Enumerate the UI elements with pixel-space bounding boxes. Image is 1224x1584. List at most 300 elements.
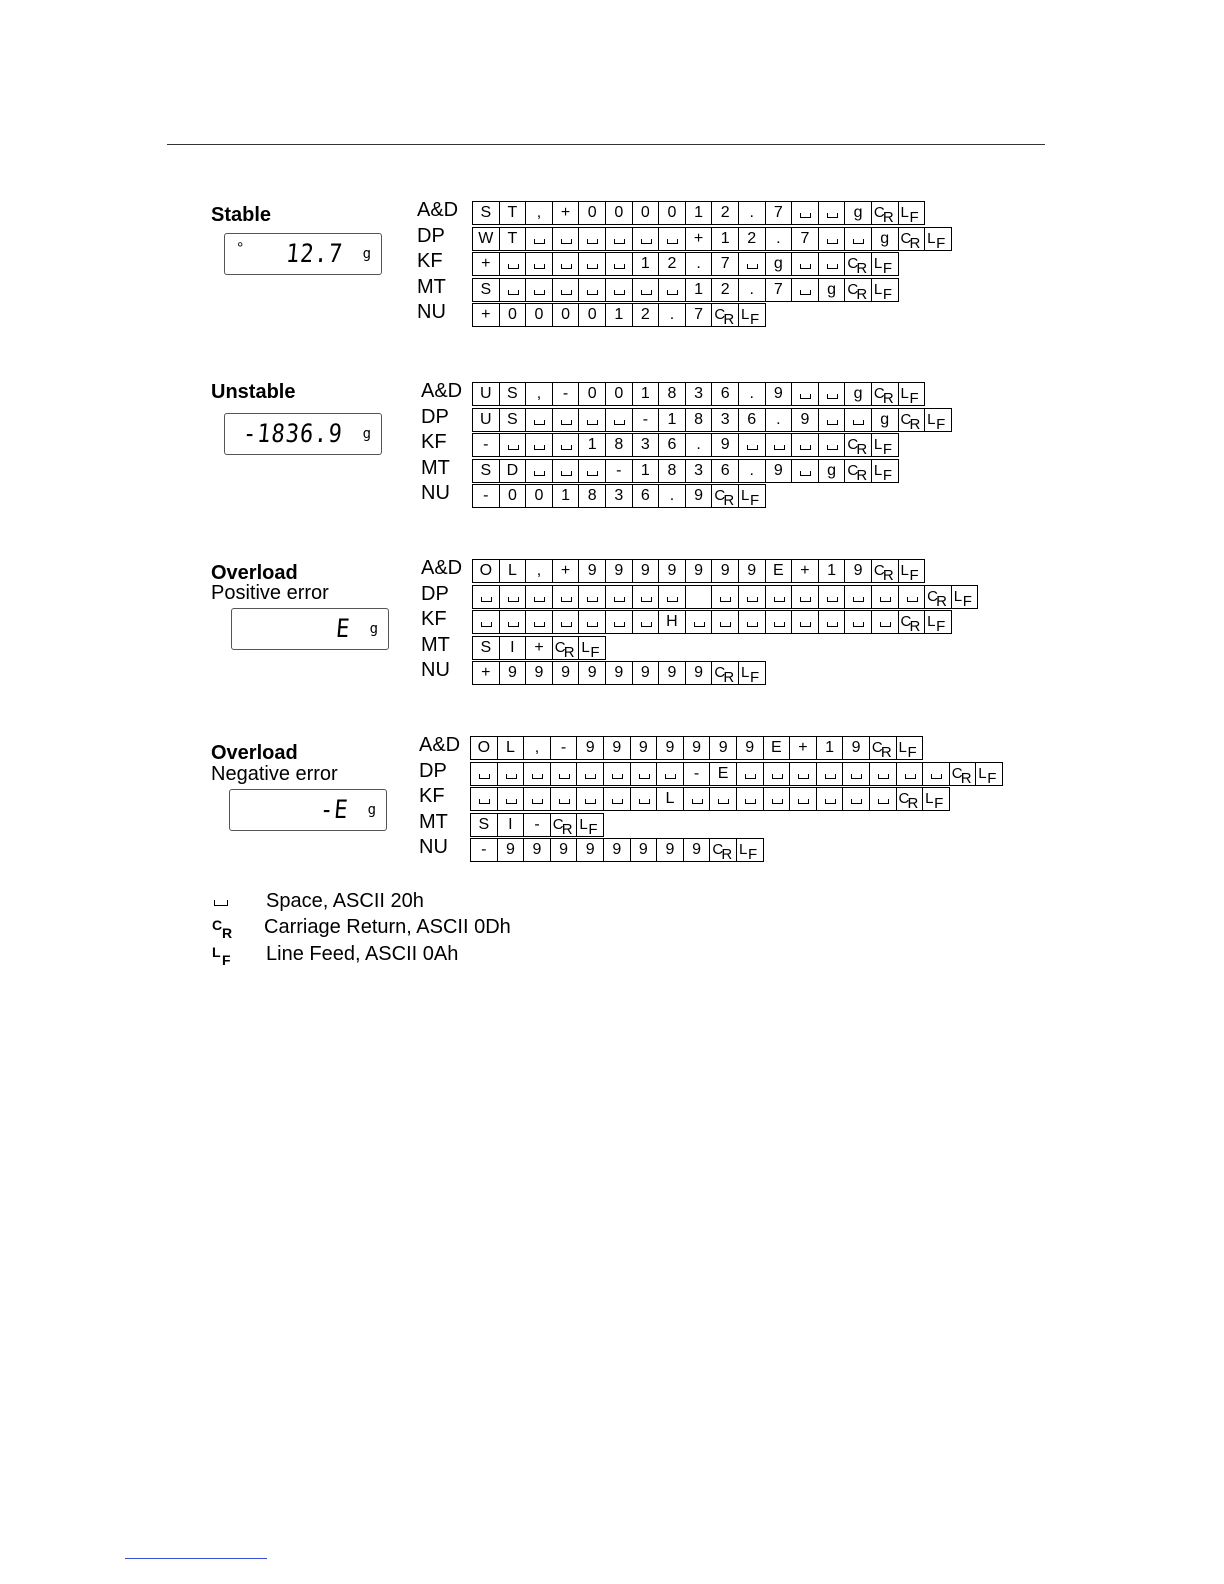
space-cell (603, 762, 631, 786)
character-cell: 3 (685, 459, 713, 483)
character-cell: . (685, 433, 713, 457)
character-cells (472, 459, 899, 483)
character-cell: . (658, 484, 686, 508)
carriage-return-cell: C R (896, 787, 924, 811)
space-cell (658, 278, 686, 302)
space-cell (578, 252, 606, 276)
space-cell (550, 762, 578, 786)
space-cell (791, 433, 819, 457)
space-cell (844, 408, 872, 432)
character-cell: g (818, 459, 846, 483)
carriage-return-cell: C R (550, 813, 578, 837)
character-cell: 9 (711, 433, 739, 457)
space-cell (791, 585, 819, 609)
space-cell (791, 459, 819, 483)
line-feed-cell: L F (898, 559, 926, 583)
space-cell (711, 610, 739, 634)
character-cell: , (525, 382, 553, 406)
format-row-dp (0, 759, 1224, 787)
space-cell (632, 585, 660, 609)
character-cell: 9 (685, 661, 713, 685)
line-feed-cell: L F (924, 227, 952, 251)
display-reading: 12.7 (284, 240, 345, 269)
character-cell: 6 (711, 382, 739, 406)
character-cell: 9 (632, 661, 660, 685)
carriage-return-cell: C R (871, 201, 899, 225)
character-cell: 0 (578, 303, 606, 327)
character-cell: S (472, 278, 500, 302)
format-label: MT (419, 810, 448, 833)
character-cell: 3 (711, 408, 739, 432)
space-cell (818, 408, 846, 432)
space-cell (683, 787, 711, 811)
carriage-return-cell: C R (871, 559, 899, 583)
format-row-kf (0, 610, 1224, 634)
carriage-return-cell: C R (898, 408, 926, 432)
space-cell (789, 762, 817, 786)
format-row-dp (0, 405, 1224, 433)
character-cell: g (818, 278, 846, 302)
format-row-ad (0, 736, 1224, 760)
character-cell: 1 (685, 278, 713, 302)
character-cell: + (472, 252, 500, 276)
character-cell: 3 (605, 484, 633, 508)
character-cell: - (472, 484, 500, 508)
space-cell (578, 227, 606, 251)
format-row-kf (0, 787, 1224, 811)
space-cell (552, 610, 580, 634)
format-row-dp (0, 224, 1224, 252)
space-cell (709, 787, 737, 811)
character-cells (472, 408, 952, 432)
character-cell: - (683, 762, 711, 786)
space-cell (658, 227, 686, 251)
character-cell: W (472, 227, 500, 251)
space-cell (525, 610, 553, 634)
space-cell (844, 610, 872, 634)
empty-cell (685, 585, 713, 609)
character-cell: 1 (552, 484, 580, 508)
character-cell: H (658, 610, 686, 634)
character-cell: 1 (632, 252, 660, 276)
space-cell (818, 610, 846, 634)
line-feed-cell: L F (898, 201, 926, 225)
section-subtitle: Negative error (211, 763, 338, 785)
line-feed-cell: L F (738, 661, 766, 685)
character-cell: 1 (658, 408, 686, 432)
space-cell (497, 787, 525, 811)
character-cell: 6 (658, 433, 686, 457)
line-feed-cell: L F (924, 610, 952, 634)
format-row-nu (0, 484, 1224, 508)
line-feed-cell: L F (922, 787, 950, 811)
line-feed-cell: L F (738, 303, 766, 327)
character-cell: 0 (578, 382, 606, 406)
space-cell (630, 762, 658, 786)
line-feed-icon: L F (212, 944, 231, 968)
space-cell (552, 585, 580, 609)
character-cell: + (552, 201, 580, 225)
carriage-return-cell: C R (898, 227, 926, 251)
character-cell: 9 (578, 661, 606, 685)
character-cell: L (499, 559, 527, 583)
space-cell (578, 278, 606, 302)
space-cell (578, 408, 606, 432)
character-cell: 2 (738, 227, 766, 251)
character-cells (472, 433, 899, 457)
character-cell: + (789, 736, 817, 760)
space-cell (472, 610, 500, 634)
character-cell: 1 (711, 227, 739, 251)
character-cell: 9 (683, 838, 711, 862)
character-cell: 9 (578, 559, 606, 583)
space-cell (869, 787, 897, 811)
character-cell: 9 (765, 459, 793, 483)
format-label: A&D (419, 734, 461, 756)
character-cell: 2 (711, 278, 739, 302)
space-cell (765, 433, 793, 457)
character-cell: - (523, 813, 551, 837)
character-cell: 9 (499, 661, 527, 685)
space-cell (578, 585, 606, 609)
space-cell (738, 433, 766, 457)
space-cell (605, 610, 633, 634)
character-cell: + (791, 559, 819, 583)
character-cells (472, 252, 899, 276)
line-feed-cell: L F (896, 736, 924, 760)
character-cell: 9 (550, 838, 578, 862)
space-cell (791, 252, 819, 276)
character-cell: S (472, 459, 500, 483)
format-row-nu (0, 661, 1224, 685)
character-cell: 6 (711, 459, 739, 483)
space-cell (842, 787, 870, 811)
section-title: Unstable (211, 381, 296, 403)
line-feed-cell: L F (898, 382, 926, 406)
format-label: KF (419, 785, 445, 807)
space-cell (578, 459, 606, 483)
character-cell: I (497, 813, 525, 837)
character-cells (472, 278, 899, 302)
character-cells (472, 585, 978, 609)
character-cell: S (470, 813, 498, 837)
character-cell: 8 (685, 408, 713, 432)
character-cell: 1 (578, 433, 606, 457)
space-cell (525, 252, 553, 276)
character-cell: 9 (525, 661, 553, 685)
character-cell: 9 (658, 661, 686, 685)
character-cell: g (871, 227, 899, 251)
character-cell: - (472, 433, 500, 457)
character-cell: 8 (605, 433, 633, 457)
format-label: KF (417, 250, 443, 272)
carriage-return-icon: C R (212, 917, 233, 941)
character-cell: 0 (525, 303, 553, 327)
character-cell: 2 (711, 201, 739, 225)
character-cells (470, 838, 764, 862)
carriage-return-cell: C R (898, 610, 926, 634)
space-cell (499, 278, 527, 302)
carriage-return-cell: C R (871, 382, 899, 406)
line-feed-cell: L F (924, 408, 952, 432)
space-cell (632, 278, 660, 302)
format-label: MT (421, 456, 450, 479)
line-feed-cell: L F (951, 585, 979, 609)
space-cell (791, 278, 819, 302)
space-cell (632, 227, 660, 251)
character-cell: 7 (711, 252, 739, 276)
character-cell: 9 (842, 736, 870, 760)
character-cell: - (605, 459, 633, 483)
space-cell (871, 610, 899, 634)
character-cell: + (685, 227, 713, 251)
space-cell (818, 585, 846, 609)
character-cell: 2 (632, 303, 660, 327)
character-cell: . (738, 278, 766, 302)
format-row-ad (0, 382, 1224, 406)
line-feed-cell: L F (871, 433, 899, 457)
format-label: A&D (421, 557, 463, 579)
character-cell: T (499, 201, 527, 225)
space-cell (842, 762, 870, 786)
character-cell: O (470, 736, 498, 760)
space-cell (525, 408, 553, 432)
character-cell: 7 (791, 227, 819, 251)
character-cell: 9 (711, 559, 739, 583)
character-cell: 0 (578, 201, 606, 225)
format-label: NU (417, 301, 446, 323)
space-cell (738, 585, 766, 609)
space-cell (632, 610, 660, 634)
character-cells (472, 636, 606, 660)
character-cell: 9 (630, 838, 658, 862)
character-cell: I (499, 636, 527, 660)
character-cells (472, 661, 766, 685)
character-cell: + (472, 661, 500, 685)
character-cell: g (844, 382, 872, 406)
space-cell (552, 408, 580, 432)
space-cell (791, 382, 819, 406)
character-cell: 9 (576, 736, 604, 760)
space-cell (603, 787, 631, 811)
character-cell: E (763, 736, 791, 760)
legend-text: Carriage Return, ASCII 0Dh (264, 916, 511, 938)
display-unit: g (362, 426, 371, 442)
character-cell: 0 (658, 201, 686, 225)
line-feed-cell: L F (871, 459, 899, 483)
character-cell: . (765, 227, 793, 251)
format-row-mt (0, 275, 1224, 303)
character-cell: , (525, 559, 553, 583)
stable-indicator-icon: ° (237, 240, 244, 257)
space-cell (816, 787, 844, 811)
section-subtitle: Positive error (211, 582, 329, 604)
space-cell (818, 201, 846, 225)
character-cell: 3 (632, 433, 660, 457)
character-cell: . (658, 303, 686, 327)
space-cell (552, 227, 580, 251)
format-row-ad (0, 559, 1224, 583)
space-cell (898, 585, 926, 609)
character-cell: - (550, 736, 578, 760)
space-cell (552, 459, 580, 483)
character-cell: L (656, 787, 684, 811)
carriage-return-cell: C R (844, 459, 872, 483)
space-cell (470, 762, 498, 786)
character-cells (470, 787, 950, 811)
section-title: Overload (211, 742, 298, 764)
space-cell (605, 278, 633, 302)
character-cell: 0 (605, 382, 633, 406)
space-cell (499, 585, 527, 609)
carriage-return-cell: C R (844, 252, 872, 276)
format-label: MT (421, 633, 450, 656)
format-label: NU (421, 659, 450, 681)
character-cell: 9 (656, 838, 684, 862)
character-cells (472, 227, 952, 251)
character-cell: 6 (632, 484, 660, 508)
display-reading: -E (318, 796, 350, 825)
space-cell (738, 610, 766, 634)
character-cells (470, 736, 923, 760)
character-cell: . (685, 252, 713, 276)
section-title: Overload (211, 562, 298, 584)
space-cell (791, 201, 819, 225)
format-label: DP (417, 224, 445, 247)
character-cell: 9 (603, 736, 631, 760)
character-cell: + (472, 303, 500, 327)
legend-text: Line Feed, ASCII 0Ah (266, 943, 459, 965)
character-cell: . (738, 459, 766, 483)
line-feed-cell: L F (576, 813, 604, 837)
format-label: DP (421, 405, 449, 428)
character-cell: 3 (685, 382, 713, 406)
format-row-mt (0, 810, 1224, 838)
character-cell: 9 (605, 661, 633, 685)
character-cell: 9 (658, 559, 686, 583)
format-label: A&D (417, 199, 459, 221)
format-row-nu (0, 303, 1224, 327)
carriage-return-cell: C R (711, 303, 739, 327)
space-cell (922, 762, 950, 786)
space-symbol-icon (212, 888, 252, 914)
space-cell (472, 585, 500, 609)
character-cell: - (552, 382, 580, 406)
format-label: MT (417, 275, 446, 298)
space-cell (497, 762, 525, 786)
space-cell (789, 787, 817, 811)
character-cell: E (765, 559, 793, 583)
character-cells (472, 201, 925, 225)
space-cell (525, 278, 553, 302)
character-cell: D (499, 459, 527, 483)
carriage-return-cell: C R (709, 838, 737, 862)
character-cells (472, 484, 766, 508)
space-cell (871, 585, 899, 609)
format-label: DP (419, 759, 447, 782)
character-cell: g (765, 252, 793, 276)
section-title: Stable (211, 204, 272, 226)
character-cell: 9 (736, 736, 764, 760)
character-cell: 2 (658, 252, 686, 276)
display-unit: g (367, 802, 376, 818)
character-cell: 0 (552, 303, 580, 327)
character-cell: , (525, 201, 553, 225)
space-cell (765, 585, 793, 609)
space-cell (576, 762, 604, 786)
space-cell (499, 610, 527, 634)
space-cell (711, 585, 739, 609)
character-cell: + (552, 559, 580, 583)
line-feed-cell: L F (578, 636, 606, 660)
character-cells (472, 610, 952, 634)
character-cell: 0 (499, 484, 527, 508)
character-cell: S (472, 636, 500, 660)
format-label: A&D (421, 380, 463, 402)
character-cell: - (470, 838, 498, 862)
character-cell: 9 (576, 838, 604, 862)
space-cell (499, 433, 527, 457)
character-cell: U (472, 382, 500, 406)
line-feed-cell: L F (736, 838, 764, 862)
space-cell (844, 227, 872, 251)
format-row-mt (0, 456, 1224, 484)
character-cell: 9 (632, 559, 660, 583)
character-cell: 9 (552, 661, 580, 685)
format-label: NU (421, 482, 450, 504)
carriage-return-cell: C R (552, 636, 580, 660)
space-cell (605, 585, 633, 609)
format-label: DP (421, 582, 449, 605)
space-cell (736, 762, 764, 786)
space-cell (523, 787, 551, 811)
space-cell (576, 787, 604, 811)
footer-link-underline[interactable] (125, 1558, 267, 1559)
character-cell: 8 (658, 459, 686, 483)
character-cell: 1 (685, 201, 713, 225)
carriage-return-cell: C R (869, 736, 897, 760)
space-cell (818, 433, 846, 457)
space-cell (578, 610, 606, 634)
format-row-kf (0, 252, 1224, 276)
carriage-return-cell: C R (844, 433, 872, 457)
character-cell: T (499, 227, 527, 251)
character-cell: 9 (683, 736, 711, 760)
character-cell: 0 (632, 201, 660, 225)
character-cells (472, 303, 766, 327)
carriage-return-cell: C R (711, 484, 739, 508)
space-cell (552, 278, 580, 302)
display-unit: g (369, 621, 378, 637)
character-cell: 1 (818, 559, 846, 583)
character-cells (472, 559, 925, 583)
line-feed-cell: L F (871, 278, 899, 302)
character-cell: 9 (844, 559, 872, 583)
character-cell: 9 (605, 559, 633, 583)
space-cell (765, 610, 793, 634)
character-cell: , (523, 736, 551, 760)
character-cell: . (738, 382, 766, 406)
character-cells (472, 382, 925, 406)
carriage-return-cell: C R (711, 661, 739, 685)
format-row-mt (0, 633, 1224, 661)
character-cell: E (709, 762, 737, 786)
character-cell: 9 (630, 736, 658, 760)
space-cell (685, 610, 713, 634)
space-cell (605, 408, 633, 432)
character-cell: 6 (738, 408, 766, 432)
character-cell: 9 (656, 736, 684, 760)
